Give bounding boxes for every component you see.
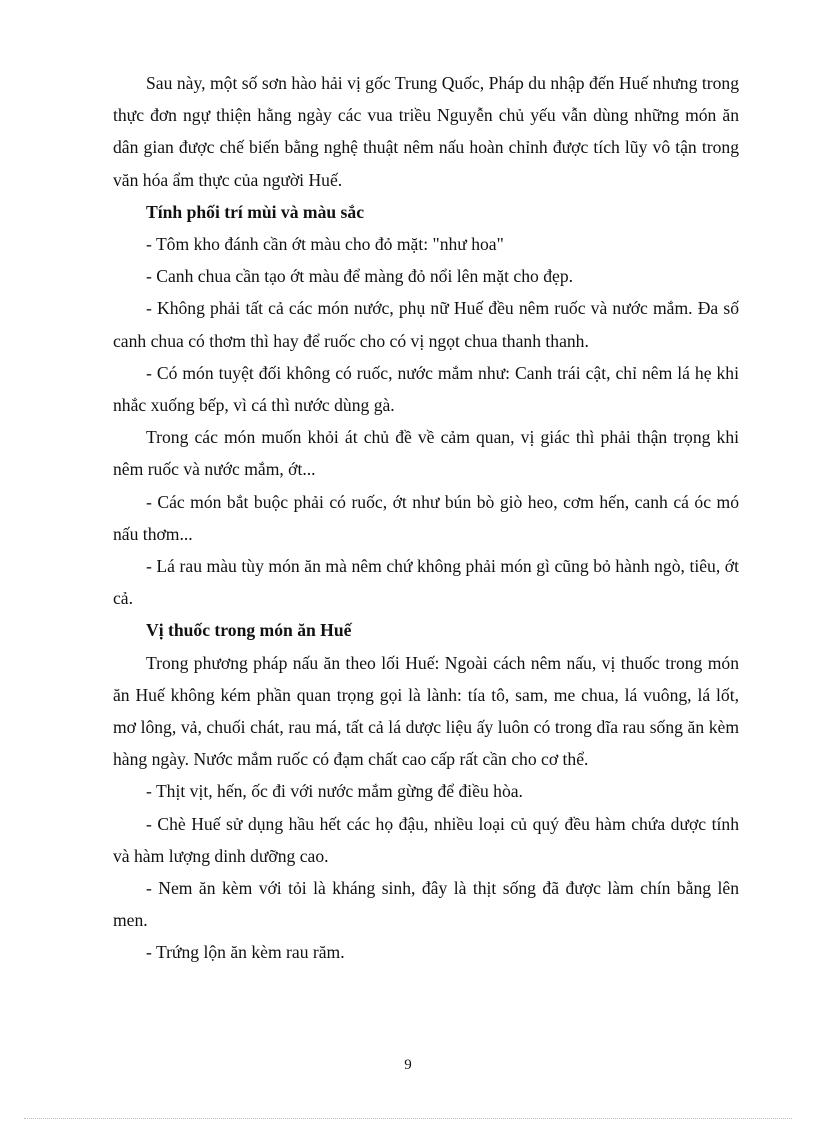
page-number: 9 (404, 1057, 412, 1073)
paragraph: - Canh chua cần tạo ớt màu để màng đỏ nổi lên mặt cho đẹp. (146, 266, 574, 287)
paragraph: - Các món bắt buộc phải có ruốc, ớt như bún bò giò heo, cơm hến, canh cá óc mó nấu thơm... (113, 491, 739, 544)
paragraph: - Chè Huế sử dụng hầu hết các họ đậu, nhiều loại củ quý đều hàm chứa dược tính và hàm lượng dinh dưỡng cao. (113, 813, 739, 866)
paragraph: - Trứng lộn ăn kèm rau răm. (146, 942, 345, 963)
paragraph: - Nem ăn kèm với tỏi là kháng sinh, đây là thịt sống đã được làm chín bằng lên men. (113, 878, 739, 931)
section-heading: Tính phối trí mùi và màu sắc (146, 201, 365, 222)
paragraph: - Có món tuyệt đối không có ruốc, nước mắm như: Canh trái cật, chỉ nêm lá hẹ khi nhắc xuống bếp, vì cá thì nước dùng gà. (113, 362, 739, 416)
paragraph: Trong các món muốn khỏi át chủ đề về cảm quan, vị giác thì phải thận trọng khi nêm ruốc và nước mắm, ớt... (113, 427, 739, 480)
paragraph: - Lá rau màu tùy món ăn mà nêm chứ không phải món gì cũng bỏ hành ngò, tiêu, ớt cả. (113, 556, 739, 609)
page-bottom-border (24, 1118, 792, 1119)
paragraph: Trong phương pháp nấu ăn theo lối Huế: Ngoài cách nêm nấu, vị thuốc trong món ăn Huế không kém phần quan trọng gọi là lành: tía tô, sam, me chua, lá vuông, lá lốt, mơ lông, vả, chuối chát, rau má, tất cả lá dược liệu ấy luôn có trong dĩa rau sống ăn kèm hàng ngày. Nước mắm ruốc có đạm chất cao cấp rất cần cho cơ thể. (113, 652, 739, 770)
document-body (113, 67, 739, 969)
paragraph: - Thịt vịt, hến, ốc đi với nước mắm gừng để điều hòa. (146, 781, 523, 802)
section-heading: Vị thuốc trong món ăn Huế (146, 620, 352, 641)
paragraph: - Tôm kho đánh cần ớt màu cho đỏ mặt: "như hoa" (146, 234, 504, 255)
paragraph: - Không phải tất cả các món nước, phụ nữ Huế đều nêm ruốc và nước mắm. Đa số canh chua có thơm thì hay để ruốc cho có vị ngọt chua thanh thanh. (113, 298, 739, 351)
paragraph: Sau này, một số sơn hào hải vị gốc Trung Quốc, Pháp du nhập đến Huế nhưng trong thực đơn ngự thiện hằng ngày các vua triều Nguyễn chủ yếu vẫn dùng những món ăn dân gian được chế biến bằng nghệ thuật nêm nấu hoàn chỉnh được tích lũy vô tận trong văn hóa ẩm thực của người Huế. (113, 73, 739, 190)
